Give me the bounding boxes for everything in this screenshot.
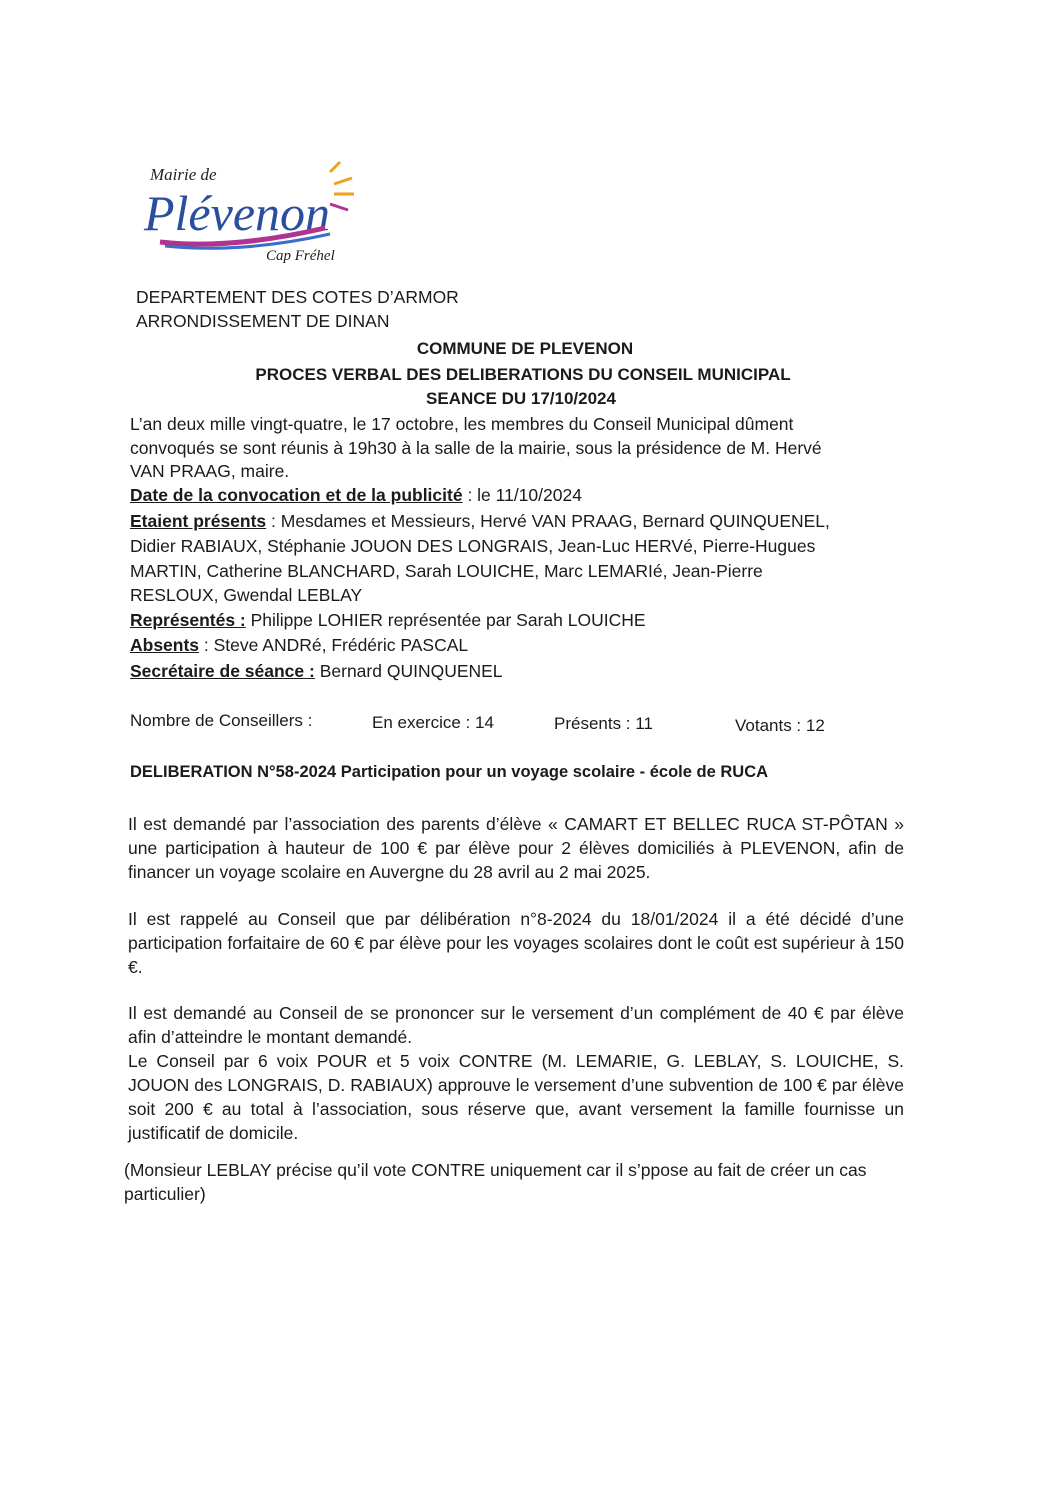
logo-small-text: Mairie de bbox=[150, 165, 217, 184]
seance-title: SEANCE DU 17/10/2024 bbox=[426, 389, 616, 408]
arrondissement-line: ARRONDISSEMENT DE DINAN bbox=[136, 311, 390, 331]
intro-line-1: L’an deux mille vingt-quatre, le 17 octobre, les membres du Conseil Municipal dûment bbox=[130, 414, 794, 434]
convocation-line bbox=[130, 485, 582, 506]
deliberation-paragraph-3: Il est demandé au Conseil de se prononcer sur le versement d’un complément de 40 € par élève afin d’atteindre le montant demandé. bbox=[128, 1003, 904, 1047]
intro-line-3: VAN PRAAG, maire. bbox=[130, 461, 290, 481]
presents-line-4: RESLOUX, Gwendal LEBLAY bbox=[130, 585, 363, 605]
convocation-value: : le 11/10/2024 bbox=[462, 485, 582, 505]
secretaire-value: Bernard QUINQUENEL bbox=[314, 661, 503, 681]
representes-label: Représentés : bbox=[130, 610, 246, 630]
absents-line bbox=[130, 635, 468, 656]
deliberation-title: DELIBERATION N°58-2024 Participation pour un voyage scolaire - école de RUCA bbox=[130, 763, 769, 781]
deliberation-paragraph-4: Le Conseil par 6 voix POUR et 5 voix CONTRE (M. LEMARIE, G. LEBLAY, S. LOUICHE, S. JOUON des LONGRAIS, D. RABIAUX) approuve le versement d’une subvention de 100 € par élève soit 200 € au total à l’association, sous réserve que, avant versement la famille fournisse un justificatif de domicile. bbox=[128, 1051, 904, 1143]
counts-presents: Présents : 11 bbox=[554, 714, 653, 733]
presents-line-1 bbox=[130, 511, 830, 532]
representes-line bbox=[130, 610, 646, 631]
counts-votants: Votants : 12 bbox=[735, 716, 825, 735]
presents-label: Etaient présents bbox=[130, 511, 267, 531]
convocation-label: Date de la convocation et de la publicité bbox=[130, 485, 463, 505]
mairie-logo bbox=[140, 150, 370, 270]
plevenon-logo-icon bbox=[140, 150, 370, 270]
secretaire-line bbox=[130, 661, 503, 682]
intro-line-2: convoqués se sont réunis à 19h30 à la salle de la mairie, sous la présidence de M. Hervé bbox=[130, 438, 822, 458]
deliberation-paragraph-1: Il est demandé par l’association des parents d’élève « CAMART ET BELLEC RUCA ST-PÔTAN » une participation à hauteur de 100 € par élève pour 2 élèves domiciliés à PLEVENON, afin de financer un voyage scolaire en Auvergne du 28 avril au 2 mai 2025. bbox=[128, 814, 904, 882]
departement-line: DEPARTEMENT DES COTES D’ARMOR bbox=[136, 287, 459, 307]
counts-exercice: En exercice : 14 bbox=[372, 713, 494, 732]
commune-title: COMMUNE DE PLEVENON bbox=[416, 339, 634, 358]
absents-value: : Steve ANDRé, Frédéric PASCAL bbox=[199, 635, 469, 655]
counts-label: Nombre de Conseillers : bbox=[130, 711, 313, 730]
deliberation-paragraph-5: (Monsieur LEBLAY précise qu’il vote CONTRE uniquement car il s’ppose au fait de créer un cas particulier) bbox=[124, 1160, 867, 1204]
presents-line-3: MARTIN, Catherine BLANCHARD, Sarah LOUICHE, Marc LEMARIé, Jean-Pierre bbox=[130, 561, 763, 581]
presents-line-2: Didier RABIAUX, Stéphanie JOUON DES LONGRAIS, Jean-Luc HERVé, Pierre-Hugues bbox=[130, 536, 816, 556]
proces-verbal-title: PROCES VERBAL DES DELIBERATIONS DU CONSEIL MUNICIPAL bbox=[255, 365, 791, 384]
secretaire-label: Secrétaire de séance : bbox=[130, 661, 315, 681]
logo-tag: Cap Fréhel bbox=[266, 248, 335, 264]
absents-label: Absents bbox=[130, 635, 200, 655]
representes-value: Philippe LOHIER représentée par Sarah LOUICHE bbox=[245, 610, 646, 630]
presents-value-1: : Mesdames et Messieurs, Hervé VAN PRAAG, Bernard QUINQUENEL, bbox=[266, 511, 830, 531]
deliberation-paragraph-2: Il est rappelé au Conseil que par délibération n°8-2024 du 18/01/2024 il a été décidé d’une participation forfaitaire de 60 € par élève pour les voyages scolaires dont le coût est supérieur à 150 €. bbox=[128, 909, 904, 977]
logo-name: Plévenon bbox=[144, 185, 331, 241]
